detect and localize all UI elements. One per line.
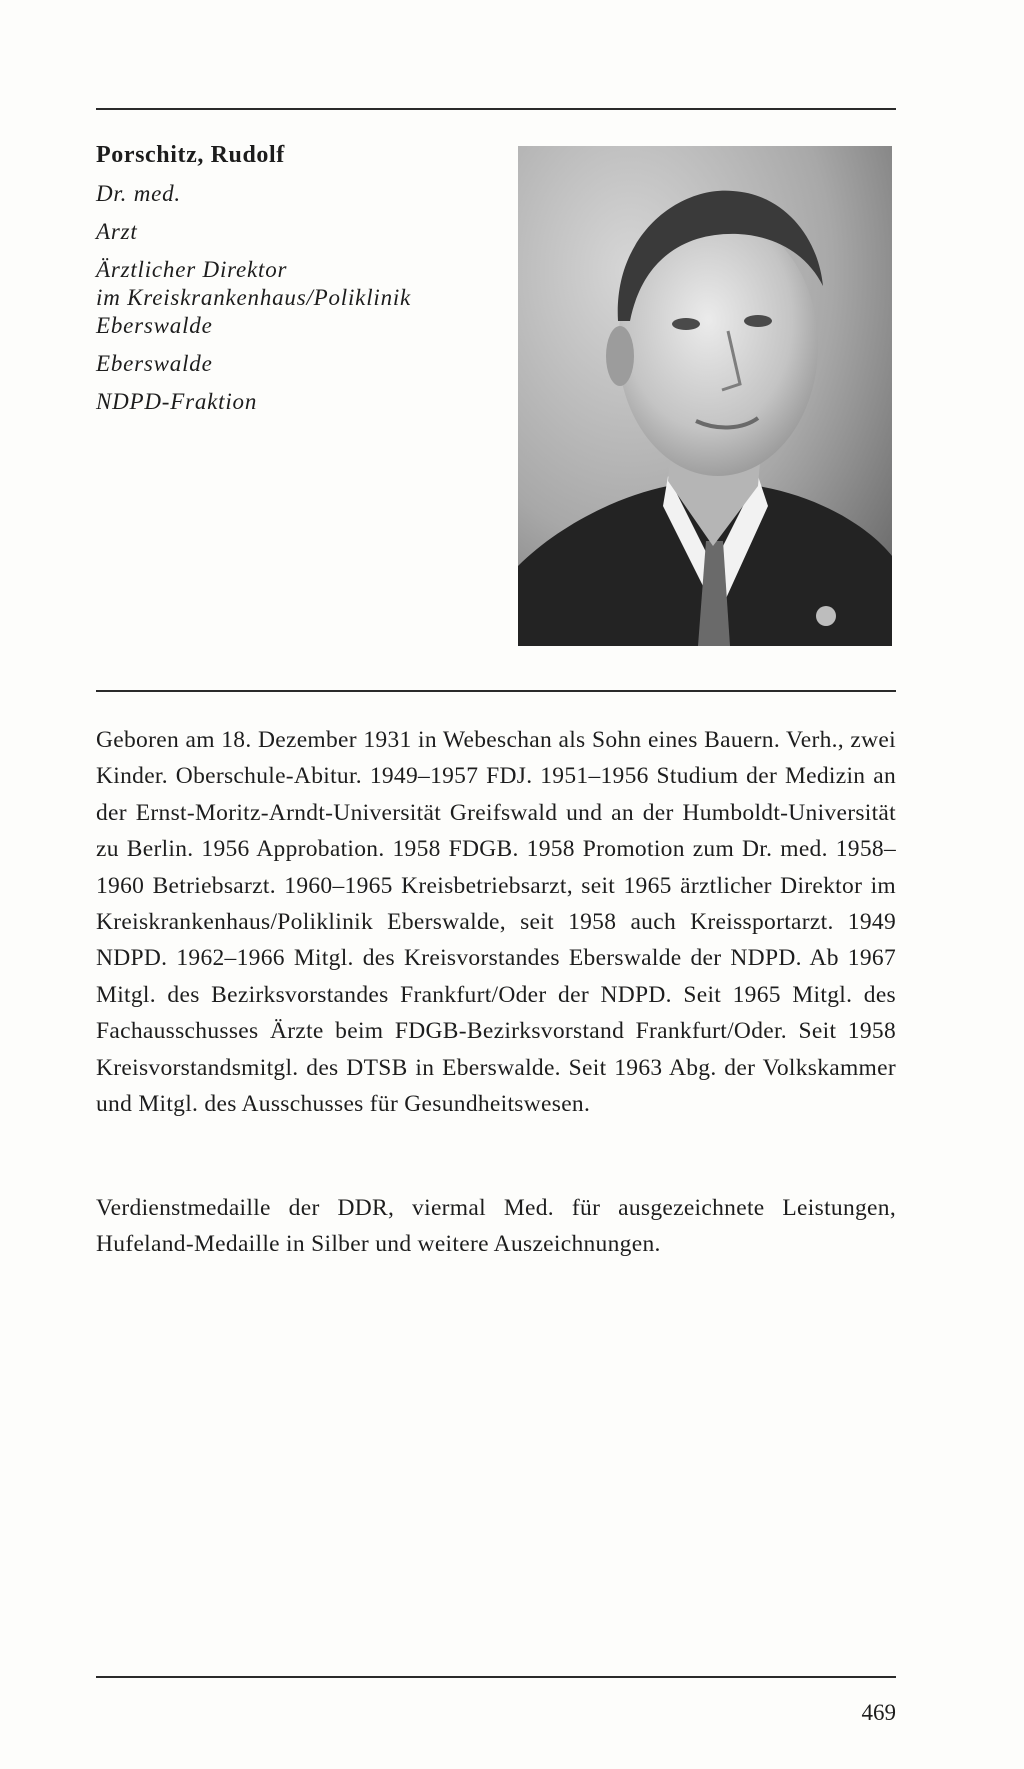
position-line-2: im Kreiskrankenhaus/Poliklinik [96, 285, 412, 310]
biography-text: Geboren am 18. Dezember 1931 in Webeschan als Sohn eines Bauern. Verh., zwei Kinder. Oberschule-Abitur. 1949–1957 FDJ. 1951–1956 Studium der Medizin an der Ernst-Moritz-Arndt-Universität Greifswald und an der Humboldt-Universität zu Berlin. 1956 Approbation. 1958 FDGB. 1958 Promotion zum Dr. med. 1958–1960 Betriebsarzt. 1960–1965 Kreisbetriebsarzt, seit 1965 ärztlicher Direktor im Kreiskrankenhaus/Poliklinik Eberswalde, seit 1958 auch Kreissportarzt. 1949 NDPD. 1962–1966 Mitgl. des Kreisvorstandes Eberswalde der NDPD. Ab 1967 Mitgl. des Bezirksvorstandes Frankfurt/Oder der NDPD. Seit 1965 Mitgl. des Fachausschusses Ärzte beim FDGB-Bezirksvorstand Frankfurt/Oder. Seit 1958 Kreisvorstandsmitgl. des DTSB in Eberswalde. Seit 1963 Abg. der Volkskammer und Mitgl. des Ausschusses für Gesundheitswesen. [96, 727, 896, 1118]
entry-header [96, 138, 506, 416]
page-number: 469 [861, 1700, 896, 1725]
position-line-3: Eberswalde [96, 313, 213, 338]
bottom-divider [96, 1676, 896, 1678]
portrait-photo [518, 146, 892, 646]
honors-text: Verdienstmedaille der DDR, viermal Med. für ausgezeichnete Leistungen, Hufeland-Medaille in Silber und weitere Auszeichnungen. [96, 1195, 896, 1258]
constituency: Eberswalde [96, 351, 213, 376]
position-line-1: Ärztlicher Direktor [96, 257, 288, 282]
portrait-illustration [518, 146, 892, 646]
top-divider [96, 108, 896, 110]
faction: NDPD-Fraktion [96, 389, 258, 414]
profession: Arzt [96, 219, 138, 244]
middle-divider [96, 690, 896, 692]
person-name: Porschitz, Rudolf [96, 142, 285, 168]
degree: Dr. med. [96, 181, 181, 206]
